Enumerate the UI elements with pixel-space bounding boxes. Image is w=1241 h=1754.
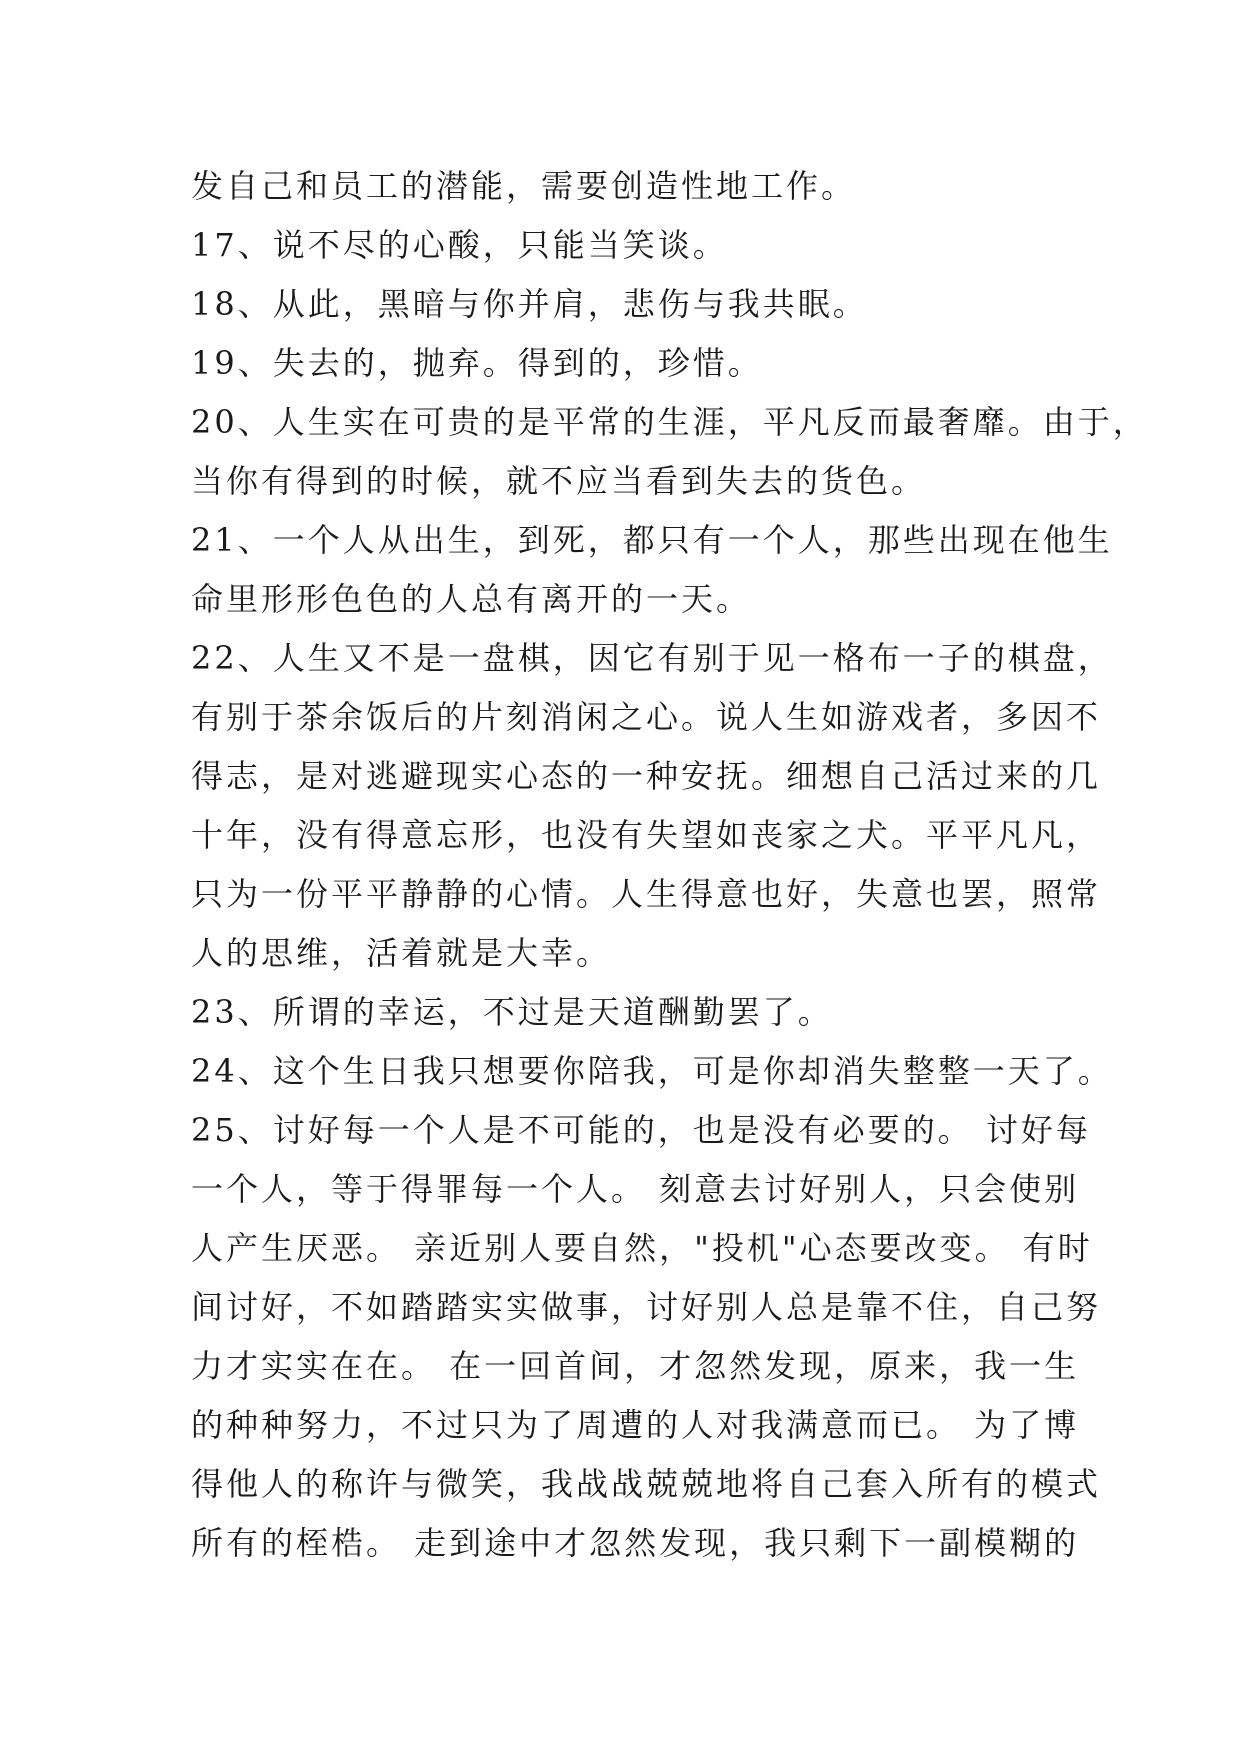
- text-line: 19、失去的，抛弃。得到的，珍惜。: [191, 344, 763, 382]
- text-line: 得他人的称许与微笑，我战战兢兢地将自己套入所有的模式: [191, 1465, 1102, 1503]
- text-line: 的种种努力，不过只为了周遭的人对我满意而已。 为了博: [191, 1406, 1080, 1444]
- text-line: 力才实实在在。 在一回首间，才忽然发现，原来，我一生: [191, 1347, 1080, 1385]
- text-line: 25、讨好每一个人是不可能的，也是没有必要的。 讨好每: [191, 1111, 1091, 1149]
- text-line: 22、人生又不是一盘棋，因它有别于见一格布一子的棋盘，: [191, 639, 1113, 677]
- text-line: 间讨好，不如踏踏实实做事，讨好别人总是靠不住，自己努: [191, 1288, 1102, 1326]
- text-line: 十年，没有得意忘形，也没有失望如丧家之犬。平平凡凡，: [191, 816, 1102, 854]
- text-line: 所有的桎梏。 走到途中才忽然发现，我只剩下一副模糊的: [191, 1524, 1080, 1562]
- document-body: [191, 157, 1148, 1573]
- text-line: 有别于茶余饭后的片刻消闲之心。说人生如游戏者，多因不: [191, 698, 1102, 736]
- text-line: 人产生厌恶。 亲近别人要自然，"投机"心态要改变。 有时: [191, 1229, 1093, 1267]
- text-line: 20、人生实在可贵的是平常的生涯，平凡反而最奢靡。由于，: [191, 403, 1148, 441]
- text-line: 一个人，等于得罪每一个人。 刻意去讨好别人，只会使别: [191, 1170, 1080, 1208]
- text-line: 命里形形色色的人总有离开的一天。: [191, 580, 752, 618]
- text-line: 21、一个人从出生，到死，都只有一个人，那些出现在他生: [191, 521, 1113, 559]
- text-line: 23、所谓的幸运，不过是天道酬勤罢了。: [191, 993, 833, 1031]
- text-line: 人的思维，活着就是大幸。: [191, 934, 612, 972]
- text-line: 17、说不尽的心酸，只能当笑谈。: [191, 226, 728, 264]
- text-line: 只为一份平平静静的心情。人生得意也好，失意也罢，照常: [191, 875, 1102, 913]
- text-line: 发自己和员工的潜能，需要创造性地工作。: [191, 167, 857, 205]
- text-line: 24、这个生日我只想要你陪我，可是你却消失整整一天了。: [191, 1052, 1113, 1090]
- text-line: 得志，是对逃避现实心态的一种安抚。细想自己活过来的几: [191, 757, 1102, 795]
- text-line: 当你有得到的时候，就不应当看到失去的货色。: [191, 462, 927, 500]
- text-line: 18、从此，黑暗与你并肩，悲伤与我共眠。: [191, 285, 868, 323]
